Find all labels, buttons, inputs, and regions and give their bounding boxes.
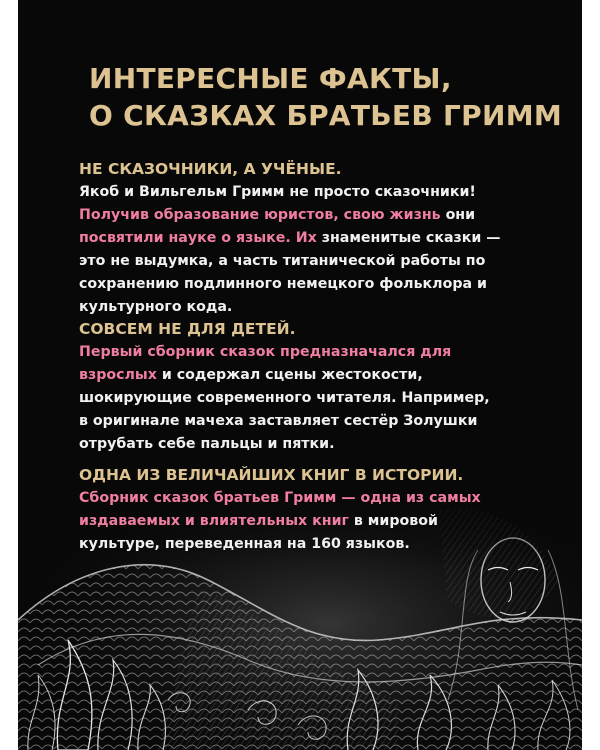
book-page [18,0,582,750]
body-line [79,433,549,456]
page-title-line-2: О СКАЗКАХ БРАТЬЕВ ГРИММ [89,99,563,132]
body-line [79,296,549,319]
highlighted-text: Сборник сказок братьев Гримм — одна из самых [79,490,481,506]
body-line [79,387,549,410]
section-heading: НЕ СКАЗОЧНИКИ, А УЧЁНЫЕ. [79,160,342,178]
body-text: и содержал сцены жестокости, [161,367,423,383]
fact-section-scholars [79,158,549,319]
body-text: Якоб и Вильгельм Гримм не просто сказочники! [79,184,476,200]
section-heading: СОВСЕМ НЕ ДЛЯ ДЕТЕЙ. [79,320,296,338]
body-line [79,533,549,556]
section-heading: ОДНА ИЗ ВЕЛИЧАЙШИХ КНИГ В ИСТОРИИ. [79,466,464,484]
highlighted-text: Получив образование юристов, свою жизнь [79,207,446,223]
body-text: они [445,207,476,223]
body-line [79,341,549,364]
fact-section-not-for-children [79,318,549,456]
body-line [79,487,549,510]
body-line [79,181,549,204]
body-text: шокирующие современного читателя. Например, [79,390,490,406]
body-text: это не выдумка, а часть титанической работы по [79,253,486,269]
body-text: культуре, переведенная на 160 языков. [79,536,410,552]
highlighted-text: Первый сборник сказок предназначался для [79,344,452,360]
body-text: в оригинале мачеха заставляет сестёр Золушки [79,413,478,429]
body-line [79,273,549,296]
highlighted-text: издаваемых и влиятельных книг [79,513,354,529]
body-line [79,250,549,273]
body-line [79,510,549,533]
body-text: культурного кода. [79,299,233,315]
body-line [79,364,549,387]
page-title [89,60,562,134]
section-body [79,487,549,556]
body-text: отрубать себе пальцы и пятки. [79,436,335,452]
body-text: в мировой [353,513,438,529]
body-text: сохранению подлинного немецкого фольклора и [79,276,487,292]
body-line [79,410,549,433]
body-text: знаменитые сказки — [321,230,501,246]
fact-section-greatest-books [79,464,549,556]
page-title-line-1: ИНТЕРЕСНЫЕ ФАКТЫ, [89,62,452,95]
body-line [79,204,549,227]
section-body [79,181,549,319]
highlighted-text: посвятили науке о языке. Их [79,230,322,246]
body-line [79,227,549,250]
highlighted-text: взрослых [79,367,162,383]
section-body [79,341,549,456]
